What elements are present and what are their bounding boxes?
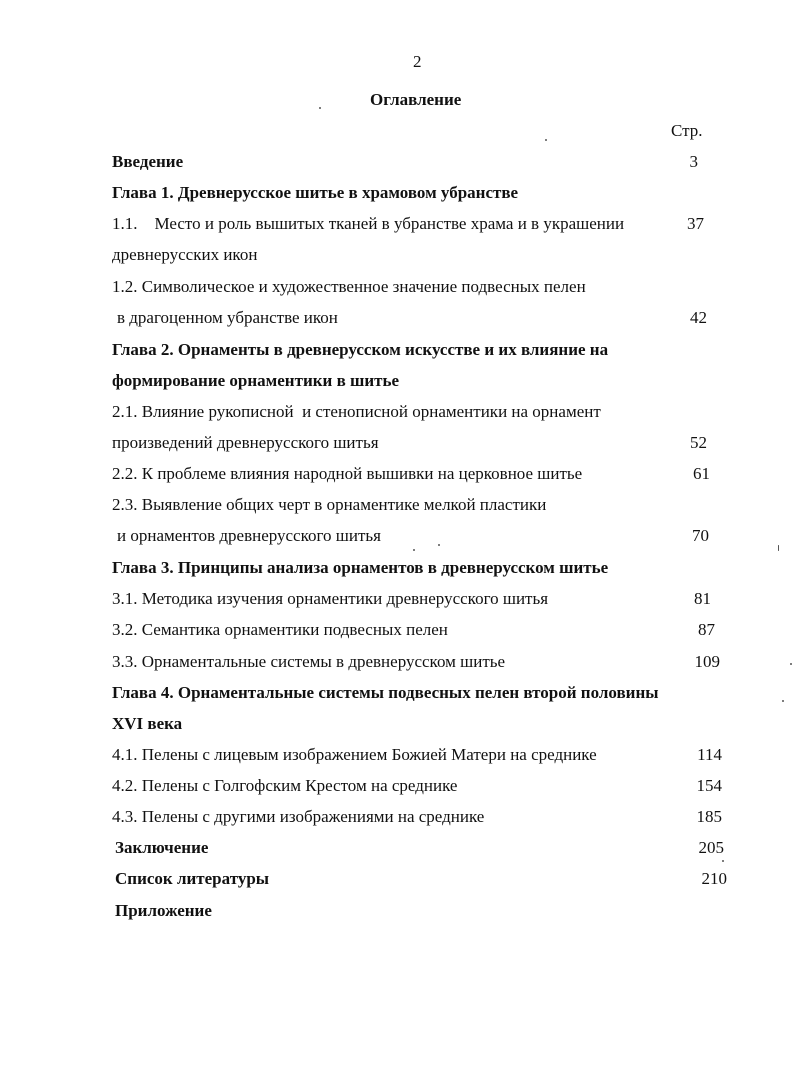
toc-entry-text: 3.1. Методика изучения орнаментики древнерусского шитья (112, 589, 549, 608)
scan-speck (413, 549, 415, 551)
toc-entry-page: 114 (697, 745, 722, 764)
toc-entry-page: 205 (698, 838, 724, 857)
toc-entry-text: произведений древнерусского шитья (112, 433, 379, 452)
scan-speck (438, 544, 440, 546)
toc-entry-page: 210 (701, 869, 727, 888)
toc-entry-text: 3.2. Семантика орнаментики подвесных пелен (112, 620, 448, 639)
chapter-heading: Глава 3. Принципы анализа орнаментов в древнерусском шитье (112, 558, 609, 577)
toc-entry-page: 61 (693, 464, 710, 483)
toc-entry-text: 4.3. Пелены с другими изображениями на среднике (112, 807, 485, 826)
toc-entry-page: 42 (690, 308, 707, 327)
toc-entry-text: Список литературы (115, 869, 270, 888)
page-column-header: Стр. (671, 121, 703, 140)
chapter-heading: Глава 4. Орнаментальные системы подвесных пелен второй половины (112, 683, 659, 702)
toc-entry-text: 2.1. Влияние рукописной и стенописной орнаментики на орнамент (112, 402, 601, 421)
chapter-heading: формирование орнаментики в шитье (112, 371, 400, 390)
toc-entry-text: 4.2. Пелены с Голгофским Крестом на среднике (112, 776, 458, 795)
scan-speck (319, 107, 321, 109)
toc-entry-page: 109 (694, 652, 720, 671)
toc-entry-page: 37 (687, 214, 704, 233)
page-number: 2 (413, 52, 422, 71)
chapter-heading: Глава 2. Орнаменты в древнерусском искусстве и их влияние на (112, 340, 609, 359)
toc-entry-text: 2.2. К проблеме влияния народной вышивки на церковное шитье (112, 464, 583, 483)
toc-entry-page: 185 (696, 807, 722, 826)
toc-entry-page: 3 (689, 152, 698, 171)
toc-entry-text: Введение (112, 152, 184, 171)
toc-entry-text: 1.2. Символическое и художественное значение подвесных пелен (112, 277, 586, 296)
toc-entry-text: 3.3. Орнаментальные системы в древнерусском шитье (112, 652, 506, 671)
scan-speck (790, 663, 792, 665)
toc-entry-text: и орнаментов древнерусского шитья (117, 526, 381, 545)
toc-entry-text: в драгоценном убранстве икон (117, 308, 338, 327)
scan-speck (778, 545, 779, 551)
toc-entry-text: Заключение (115, 838, 209, 857)
toc-entry-text: 1.1. Место и роль вышитых тканей в убранстве храма и в украшении (112, 214, 625, 233)
toc-entry-page: 87 (698, 620, 715, 639)
toc-entry-text: Приложение (115, 901, 212, 920)
scan-speck (782, 700, 784, 702)
toc-entry-text: 4.1. Пелены с лицевым изображением Божией Матери на среднике (112, 745, 597, 764)
scan-speck (722, 860, 724, 862)
toc-entry-text: 2.3. Выявление общих черт в орнаментике мелкой пластики (112, 495, 547, 514)
chapter-heading: Глава 1. Древнерусское шитье в храмовом убранстве (112, 183, 519, 202)
toc-entry-page: 81 (694, 589, 711, 608)
toc-entry-text: древнерусских икон (112, 245, 258, 264)
toc-entry-page: 70 (692, 526, 709, 545)
chapter-heading: XVI века (112, 714, 183, 733)
toc-entry-page: 154 (696, 776, 722, 795)
toc-entry-page: 52 (690, 433, 707, 452)
toc-title: Оглавление (370, 90, 462, 109)
scan-speck (545, 139, 547, 141)
